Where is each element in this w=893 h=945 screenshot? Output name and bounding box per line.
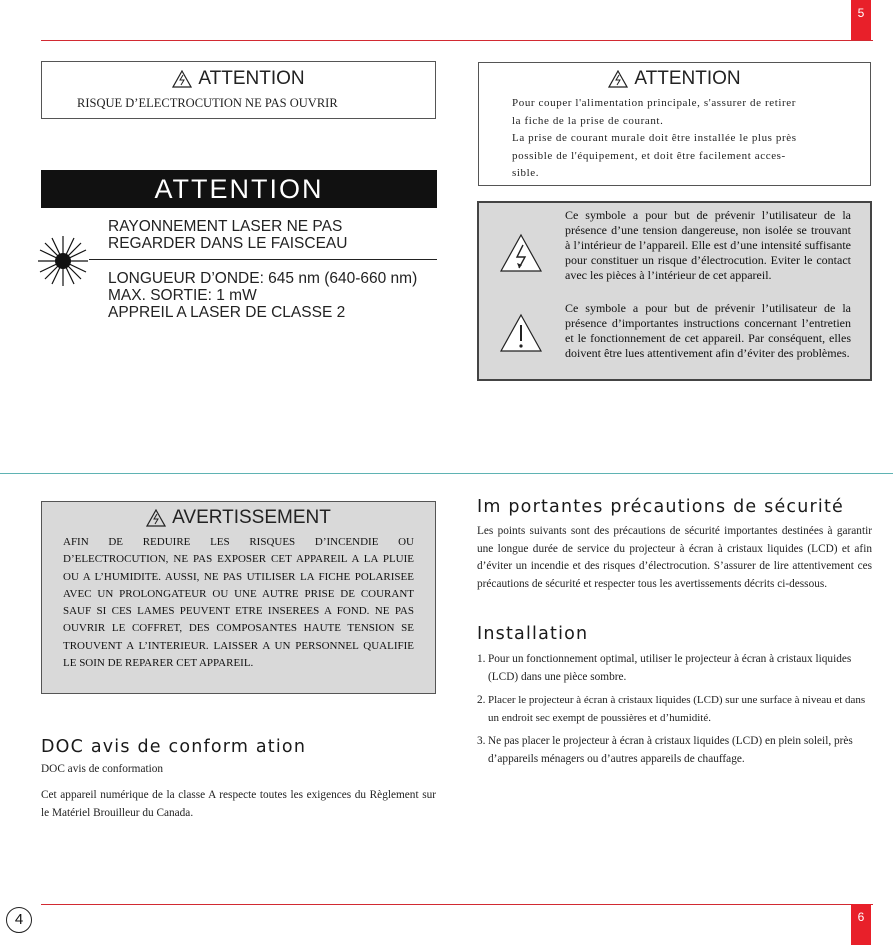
installation-item-2 — [477, 692, 872, 728]
list-number: 1. — [477, 653, 486, 665]
attention-box-power — [478, 62, 871, 186]
exclamation-symbol-text: Ce symbole a pour but de prévenir l’utilisateur de la présence d’importantes instructions concernant l’entretien et le fonctionnement de cet appareil. Par conséquent, elles doivent être lues attentivement afin d’éviter des problèmes. — [565, 301, 851, 360]
electric-shock-warning-icon — [608, 70, 628, 88]
installation-item-1 — [477, 651, 872, 687]
doc-title: DOC avis de conform ation — [41, 737, 307, 757]
laser-max-output: MAX. SORTIE: 1 mW — [108, 287, 257, 304]
precautions-paragraph: Les points suivants sont des précautions de sécurité importantes destinées à garantir une longue durée de service du projecteur à écran à cristaux liquides (LCD) et afin d’éviter un incendie et des risques d’électrocution. S’assurer de lire attentivement ces précautions de sécurité et respecter tous les avertissements décrits ci-dessous. — [477, 525, 872, 590]
avertissement-heading: AVERTISSEMENT — [172, 507, 331, 528]
attention-box-shock — [41, 61, 436, 119]
text-line: possible de l'équipement, et doit être facilement acces- — [512, 149, 786, 162]
top-divider — [41, 40, 873, 41]
page-split-divider — [0, 473, 893, 474]
text-line: la fiche de la prise de courant. — [512, 114, 664, 127]
laser-warning-line1: RAYONNEMENT LASER NE PAS — [108, 218, 343, 235]
bottom-divider — [41, 904, 873, 905]
installation-title: Installation — [477, 624, 589, 644]
attention-heading: ATTENTION — [198, 68, 305, 89]
text-line: sible. — [512, 167, 540, 179]
installation-item-3 — [477, 733, 872, 769]
avertissement-box — [41, 501, 436, 694]
doc-subtitle: DOC avis de conformation — [41, 763, 164, 775]
lightning-triangle-icon — [499, 233, 543, 273]
page-number-4-label: 4 — [14, 911, 24, 928]
doc-paragraph: Cet appareil numérique de la classe A respecte toutes les exigences du Règlement sur le Matériel Brouilleur du Canada. — [41, 789, 436, 819]
list-number: 2. — [477, 694, 486, 706]
laser-class: APPREIL A LASER DE CLASSE 2 — [108, 304, 346, 321]
attention-power-text — [512, 95, 797, 183]
attention-heading: ATTENTION — [634, 68, 741, 89]
electric-shock-warning-icon — [172, 70, 192, 88]
page-number-6: 6 — [851, 904, 871, 945]
page-number-5: 5 — [851, 0, 871, 40]
text-line: La prise de courant murale doit être installée le plus près — [512, 132, 797, 144]
laser-wavelength: LONGUEUR D’ONDE: 645 nm (640-660 nm) — [108, 270, 418, 287]
list-text: Placer le projecteur à écran à cristaux liquides (LCD) sur une surface à niveau et dans un endroit sec exempt de poussières et d’humidité. — [488, 694, 866, 724]
list-text: Ne pas placer le projecteur à écran à cristaux liquides (LCD) en plein soleil, près d’appareils ménagers ou d’autres appareils de chauffage. — [488, 735, 853, 765]
laser-separator — [89, 259, 437, 260]
list-text: Pour un fonctionnement optimal, utiliser le projecteur à écran à cristaux liquides (LCD) dans une pièce sombre. — [488, 653, 852, 683]
laser-warning-line2: REGARDER DANS LE FAISCEAU — [108, 235, 348, 252]
symbols-explanation-box — [477, 201, 872, 381]
page-number-4 — [6, 907, 32, 933]
attention-text: RISQUE D’ELECTROCUTION NE PAS OUVRIR — [77, 96, 338, 110]
exclamation-triangle-icon — [499, 313, 543, 353]
electric-shock-warning-icon — [146, 509, 166, 527]
list-number: 3. — [477, 735, 486, 747]
text-line: Pour couper l'alimentation principale, s'assurer de retirer — [512, 97, 797, 109]
laser-starburst-icon — [38, 236, 88, 286]
laser-banner: ATTENTION — [41, 170, 437, 208]
precautions-title: Im portantes précautions de sécurité — [477, 497, 845, 517]
lightning-symbol-text: Ce symbole a pour but de prévenir l’utilisateur de la présence d’une tension dangereuse, non isolée se trouvant à l’intérieur de l’appareil. Elle est d’une intensité suffisante pour constituer un risque d’électrocution. Eviter le contact avec les pièces à l’intérieur de cet appareil. — [565, 208, 851, 282]
avertissement-text: AFIN DE REDUIRE LES RISQUES D’INCENDIE OU D’ELECTROCUTION, NE PAS EXPOSER CET APPAREIL A LA PLUIE OU A L’HUMIDITE. AUSSI, NE PAS UTILISER LA FICHE POLARISEE AVEC UN PROLONGATEUR OU UNE AUTRE PRISE DE COURANT SAUF SI CES LAMES PEUVENT ETRE INSEREES A FOND. NE PAS OUVRIR LE COFFRET, DES COMPOSANTES HAUTE TENSION SE TROUVENT A L’INTERIEUR. LAISSER A UN PERSONNEL QUALIFIE LE SOIN DE REPARER CET APPAREIL. — [63, 536, 414, 670]
